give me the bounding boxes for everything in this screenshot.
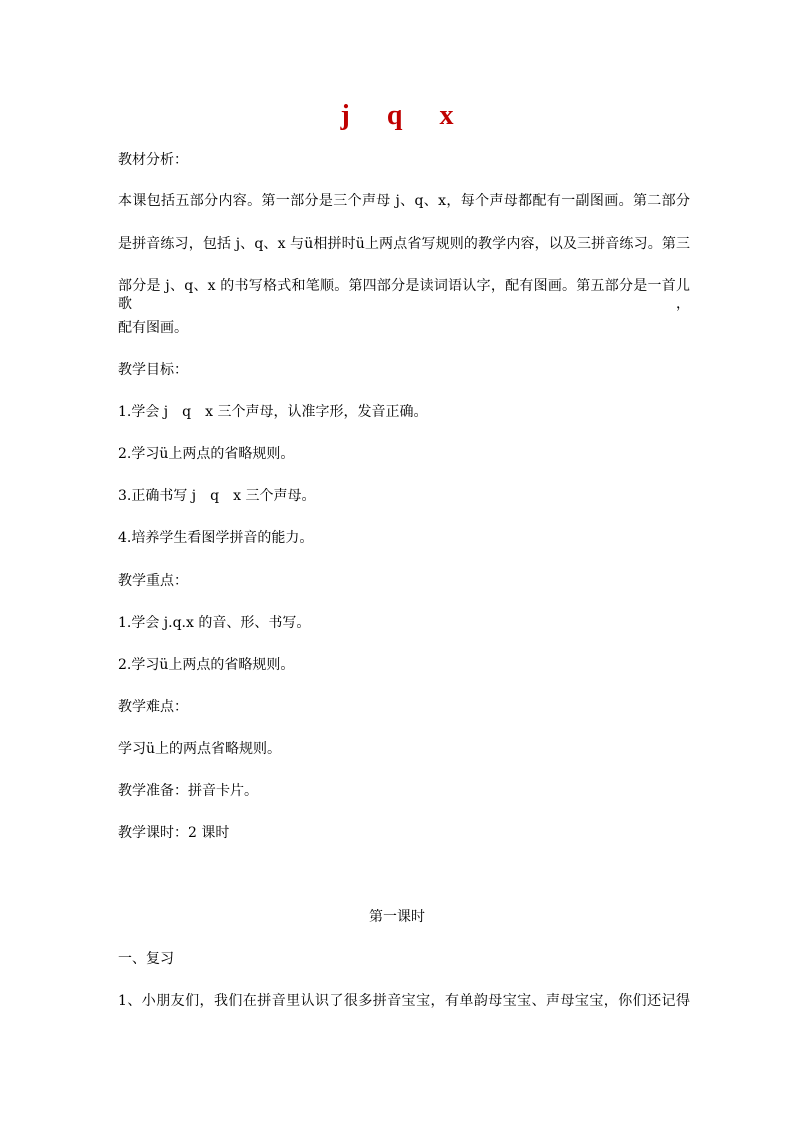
- page-title: [0, 100, 794, 132]
- hours-text: 教学课时：2 课时: [118, 825, 230, 841]
- goal-item-4: 4.培养学生看图学拼音的能力。: [118, 530, 314, 546]
- goal-item-2: 2.学习ü上两点的省略规则。: [118, 446, 295, 462]
- key-item-1: 1.学会 j.q.x 的音、形、书写。: [118, 615, 311, 631]
- goal-item-1: 1.学会 j q x 三个声母，认准字形，发音正确。: [118, 404, 428, 420]
- goals-heading: 教学目标：: [118, 362, 188, 378]
- difficulty-heading: 教学难点：: [118, 699, 188, 715]
- lesson-heading: 第一课时: [369, 909, 425, 925]
- key-heading: 教学重点：: [118, 573, 188, 589]
- review-heading: 一、复习: [118, 951, 174, 967]
- analysis-line-4: 配有图画。: [118, 320, 188, 336]
- review-line: 1、小朋友们，我们在拼音里认识了很多拼音宝宝，有单韵母宝宝、声母宝宝，你们还记得: [118, 993, 690, 1009]
- title-letter-j: j: [340, 100, 350, 131]
- analysis-line-1: 本课包括五部分内容。第一部分是三个声母 j、q、x，每个声母都配有一副图画。第二部分: [118, 193, 690, 209]
- analysis-line-3: 部分是 j、q、x 的书写格式和笔顺。第四部分是读词语认字，配有图画。第五部分是一首儿歌，: [118, 278, 690, 312]
- goal-item-3: 3.正确书写 j q x 三个声母。: [118, 488, 316, 504]
- key-item-2: 2.学习ü上两点的省略规则。: [118, 657, 295, 673]
- title-letter-x: x: [439, 100, 454, 131]
- analysis-heading: 教材分析：: [118, 152, 188, 168]
- title-letter-q: q: [386, 100, 403, 131]
- difficulty-text: 学习ü上的两点省略规则。: [118, 741, 282, 757]
- preparation-text: 教学准备：拼音卡片。: [118, 783, 258, 799]
- analysis-line-2: 是拼音练习，包括 j、q、x 与ü相拼时ü上两点省写规则的教学内容，以及三拼音练习。第三: [118, 236, 690, 252]
